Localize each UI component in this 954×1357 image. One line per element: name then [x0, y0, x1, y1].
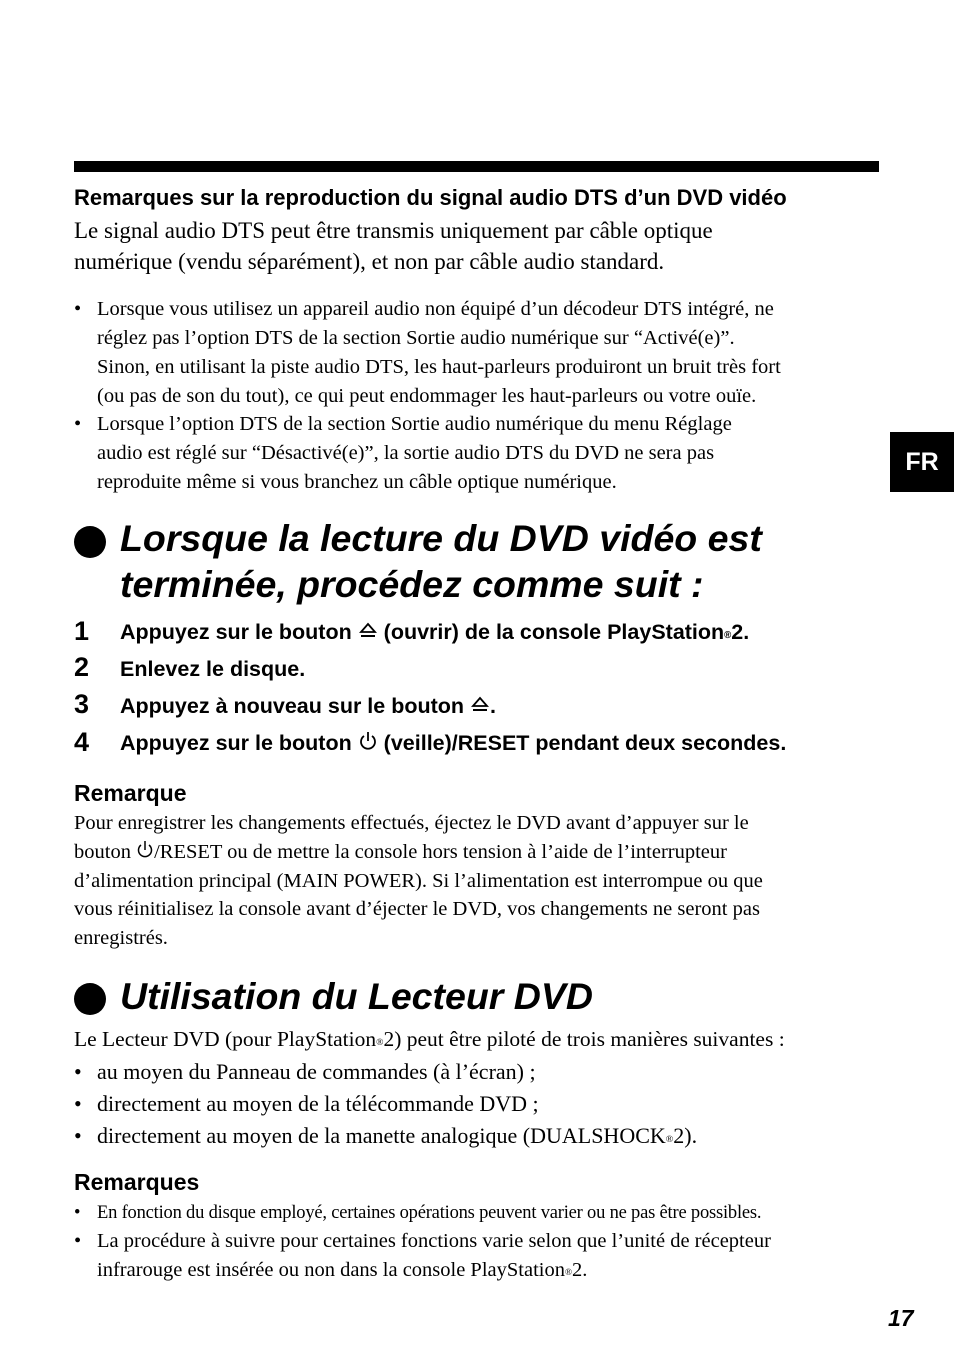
bullet-text-part: directement au moyen de la manette analogique (DUALSHOCK — [97, 1123, 666, 1148]
step-number: 1 — [74, 616, 90, 646]
step-4-text — [120, 728, 786, 758]
dts-heading: Remarques sur la reproduction du signal audio DTS d’un DVD vidéo — [74, 185, 787, 210]
step-number: 2 — [74, 652, 90, 682]
bullet-mark: • — [74, 1230, 82, 1252]
end-playback-heading-line-1: Lorsque la lecture du DVD vidéo est — [120, 517, 762, 559]
step-text: (veille)/RESET pendant deux secondes. — [377, 731, 787, 755]
registered-mark: ® — [665, 1134, 674, 1146]
note-bullet-1 — [74, 1199, 884, 1227]
registered-mark: ® — [724, 630, 732, 642]
end-playback-heading-line-2: terminée, procédez comme suit : — [120, 563, 704, 605]
note-heading: Remarque — [74, 780, 187, 806]
eject-icon — [358, 621, 378, 641]
bullet-mark: • — [74, 1091, 82, 1116]
note-line-3: d’alimentation principal (MAIN POWER). Si l’alimentation est interrompue ou que — [74, 870, 763, 892]
control-method-1 — [74, 1056, 884, 1087]
note-line-2 — [74, 838, 727, 867]
bullet-text: directement au moyen de la télécommande DVD ; — [97, 1091, 539, 1116]
bullet-line: reproduite même si vous branchez un câble optique numérique. — [97, 471, 617, 493]
bullet-text: au moyen du Panneau de commandes (à l’écran) ; — [97, 1059, 536, 1084]
step-number: 4 — [74, 727, 90, 757]
bullet-mark: • — [74, 1059, 82, 1084]
note-text-part: infrarouge est insérée ou non dans la console PlayStation — [97, 1259, 565, 1281]
note-text-part: 2. — [571, 1259, 588, 1281]
registered-mark: ® — [564, 1267, 572, 1278]
dvd-player-heading: Utilisation du Lecteur DVD — [120, 975, 593, 1017]
note-line-4: vous réinitialisez la console avant d’éjecter le DVD, vos changements ne seront pas — [74, 898, 760, 920]
note-text: bouton — [74, 841, 137, 863]
dts-bullet-2 — [74, 410, 884, 497]
note-text: La procédure à suivre pour certaines fonctions varie selon que l’unité de récepteur — [97, 1230, 771, 1252]
step-number: 3 — [74, 689, 90, 719]
bullet-line: Lorsque l’option DTS de la section Sortie audio numérique du menu Réglage — [97, 413, 732, 435]
bullet-mark: • — [74, 1203, 81, 1223]
eject-icon — [470, 695, 490, 715]
bullet-line: (ou pas de son du tout), ce qui peut endommager les haut-parleurs ou votre ouïe. — [97, 385, 757, 407]
control-method-3 — [74, 1120, 884, 1155]
page-number: 17 — [888, 1305, 914, 1331]
bullet-line: réglez pas l’option DTS de la section Sortie audio numérique sur “Activé(e)”. — [97, 327, 735, 349]
bullet-mark: • — [74, 298, 82, 320]
step-text: Appuyez à nouveau sur le bouton — [120, 694, 471, 718]
dts-intro-line-2: numérique (vendu séparément), et non par câble audio standard. — [74, 249, 665, 274]
dts-bullet-1 — [74, 295, 884, 411]
power-icon — [136, 840, 154, 860]
dvd-player-intro — [74, 1024, 785, 1058]
step-text: Appuyez sur le bouton — [120, 731, 358, 755]
bullet-mark: • — [74, 413, 82, 435]
power-icon — [358, 730, 378, 752]
note-text — [97, 1256, 884, 1287]
bullet-line: Sinon, en utilisant la piste audio DTS, les haut-parleurs produiront un bruit très fort — [97, 356, 781, 378]
control-method-2 — [74, 1088, 884, 1119]
step-text: Appuyez sur le bouton — [120, 620, 358, 644]
intro-text: 2) peut être piloté de trois manières suivantes : — [383, 1027, 785, 1051]
step-1-text — [120, 617, 749, 651]
step-2-text: Enlevez le disque. — [120, 657, 306, 681]
note-text: En fonction du disque employé, certaines opérations peuvent varier ou ne pas être possibles. — [97, 1203, 762, 1223]
bullet-line: Lorsque vous utilisez un appareil audio non équipé d’un décodeur DTS intégré, ne — [97, 298, 774, 320]
bullet-text — [97, 1120, 884, 1155]
intro-text: Le Lecteur DVD (pour PlayStation — [74, 1027, 377, 1051]
bullet-mark: • — [74, 1123, 82, 1148]
top-rule — [74, 161, 879, 172]
registered-mark: ® — [376, 1037, 384, 1049]
section-bullet-icon — [74, 526, 106, 558]
section-bullet-icon — [74, 983, 106, 1015]
note-line-5: enregistrés. — [74, 927, 168, 949]
step-text: . — [490, 694, 496, 718]
step-text: (ouvrir) de la console PlayStation — [377, 620, 725, 644]
step-3-text — [120, 691, 496, 721]
bullet-line: audio est réglé sur “Désactivé(e)”, la sortie audio DTS du DVD ne sera pas — [97, 442, 715, 464]
note-bullet-2 — [74, 1227, 884, 1287]
dts-intro-line-1: Le signal audio DTS peut être transmis uniquement par câble optique — [74, 218, 713, 243]
step-text: 2. — [731, 620, 750, 644]
note-line-1: Pour enregistrer les changements effectués, éjectez le DVD avant d’appuyer sur le — [74, 812, 749, 834]
notes-heading: Remarques — [74, 1169, 200, 1195]
bullet-text-part: 2). — [673, 1123, 698, 1148]
language-tab: FR — [890, 432, 954, 492]
note-text: /RESET ou de mettre la console hors tension à l’aide de l’interrupteur — [154, 841, 727, 863]
